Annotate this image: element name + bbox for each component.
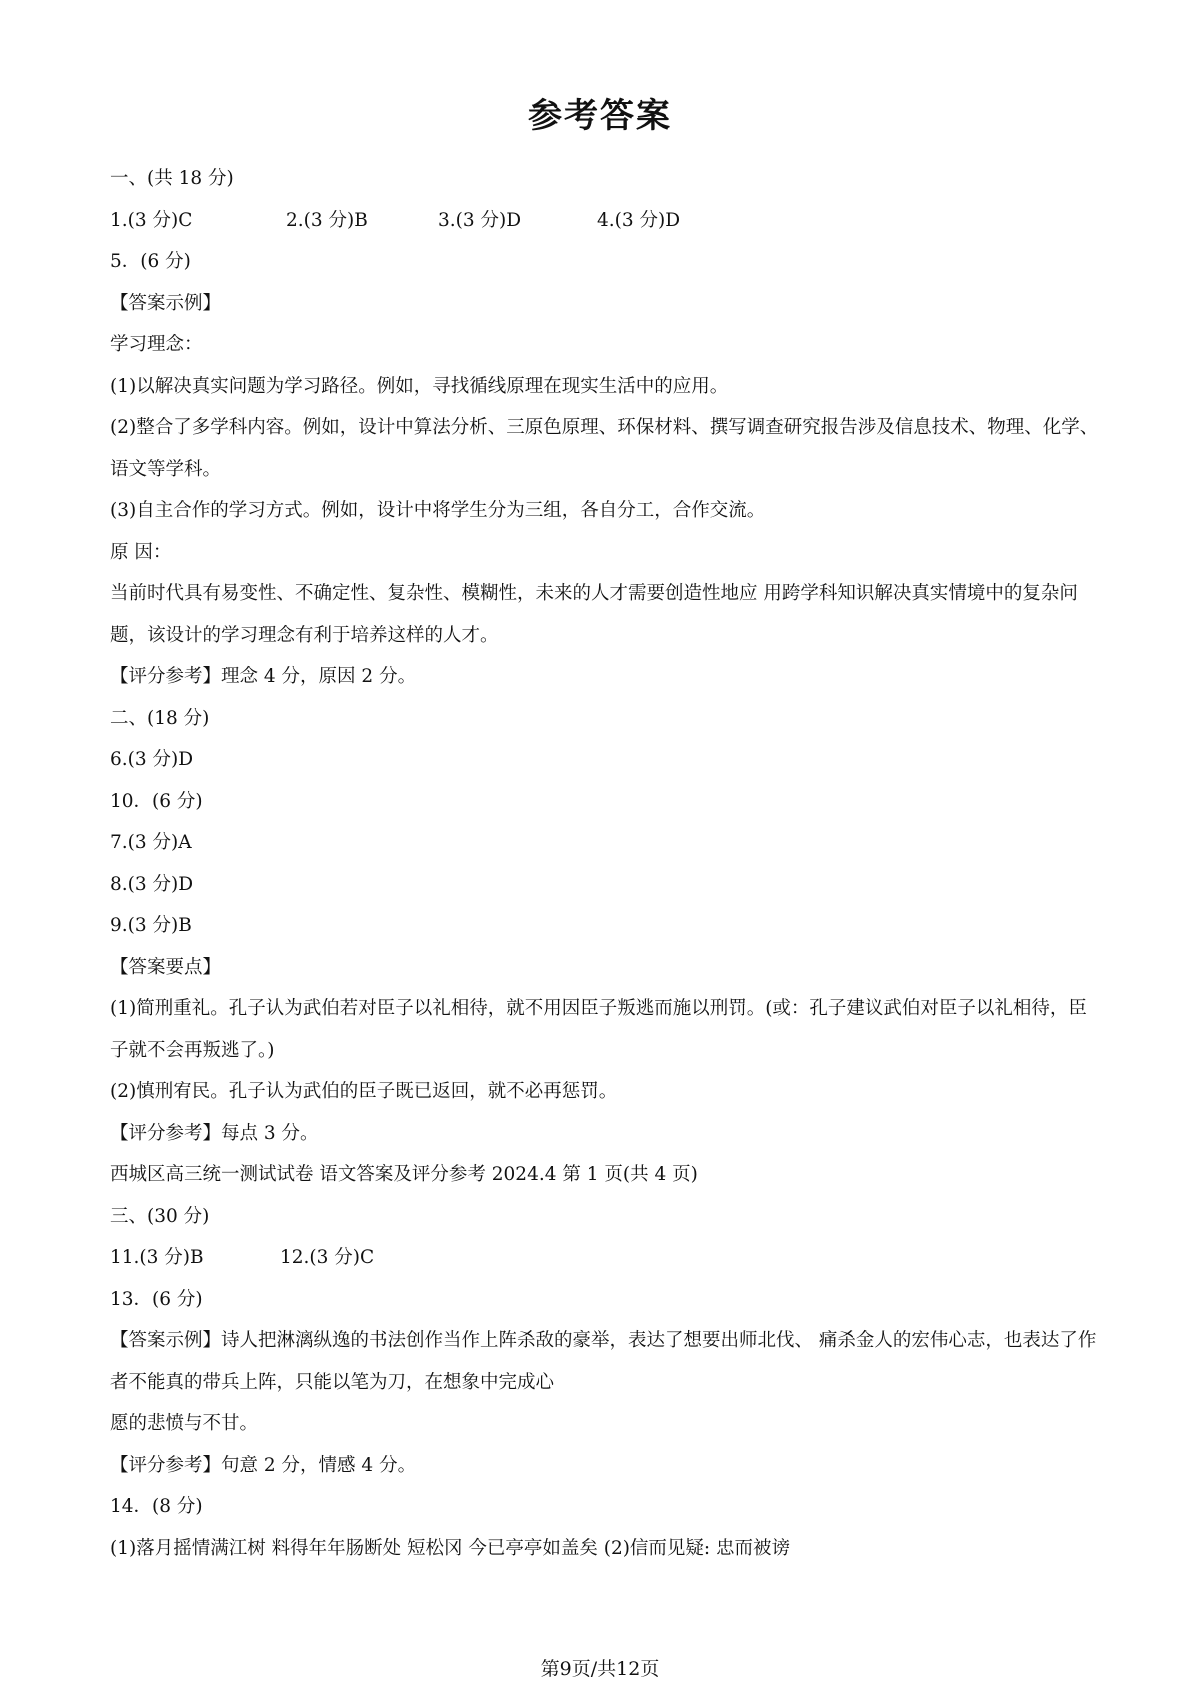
answer-item: 9.(3 分)B bbox=[110, 915, 192, 936]
scoring-reference: 【评分参考】理念 4 分，原因 2 分。 bbox=[110, 666, 417, 687]
question-label: 14．(8 分) bbox=[110, 1496, 203, 1517]
answer-item: 4.(3 分)D bbox=[597, 209, 681, 231]
answer-item: 3.(3 分)D bbox=[438, 209, 522, 231]
answer-row bbox=[110, 1237, 1100, 1279]
answer-paragraph: (1)落月摇情满江树 料得年年肠断处 短松冈 今已亭亭如盖矣 (2)信而见疑: 忠而被谤 bbox=[110, 1537, 791, 1559]
answer-item: 12.(3 分)C bbox=[280, 1247, 375, 1268]
concept-label: 学习理念： bbox=[110, 334, 203, 355]
question-label: 5．(6 分) bbox=[110, 251, 191, 272]
scoring-reference: 【评分参考】每点 3 分。 bbox=[110, 1122, 319, 1144]
question-label: 13．(6 分) bbox=[110, 1288, 203, 1310]
answer-example-tag: 【答案示例】 bbox=[110, 292, 222, 314]
answer-item: 1.(3 分)C bbox=[110, 209, 193, 231]
answer-paragraph: (3)自主合作的学习方式。例如，设计中将学生分为三组，各自分工，合作交流。 bbox=[110, 500, 766, 521]
section-heading: 三、(30 分) bbox=[110, 1205, 210, 1227]
running-header: 西城区高三统一测试试卷 语文答案及评分参考 2024.4 第 1 页(共 4 页) bbox=[110, 1164, 698, 1185]
answer-row bbox=[110, 200, 1100, 242]
answer-paragraph: 【答案示例】诗人把淋漓纵逸的书法创作当作上阵杀敌的豪举，表达了想要出师北伐、 痛杀金人的宏伟心志，也表达了作者不能真的带兵上阵，只能以笔为刀，在想象中完成心 bbox=[110, 1330, 1097, 1393]
answer-paragraph: (2)整合了多学科内容。例如，设计中算法分析、三原色原理、环保材料、撰写调查研究报告涉及信息技术、物理、化学、语文等学科。 bbox=[110, 417, 1099, 480]
page-title: 参考答案 bbox=[528, 96, 672, 136]
section-heading: 二、(18 分) bbox=[110, 707, 210, 729]
answer-paragraph: (1)简刑重礼。孔子认为武伯若对臣子以礼相待，就不用因臣子叛逃而施以刑罚。(或：孔子建议武伯对臣子以礼相待，臣子就不会再叛逃了。) bbox=[110, 998, 1087, 1061]
section-heading: 一、(共 18 分) bbox=[110, 168, 234, 189]
answer-paragraph: 愿的悲愤与不甘。 bbox=[110, 1413, 259, 1434]
answer-paragraph: (2)慎刑宥民。孔子认为武伯的臣子既已返回，就不必再惩罚。 bbox=[110, 1081, 618, 1102]
answer-paragraph: (1)以解决真实问题为学习路径。例如，寻找循线原理在现实生活中的应用。 bbox=[110, 375, 729, 397]
answer-item: 8.(3 分)D bbox=[110, 873, 194, 895]
reason-paragraph: 当前时代具有易变性、不确定性、复杂性、模糊性，未来的人才需要创造性地应 用跨学科知识解决真实情境中的复杂问题，该设计的学习理念有利于培养这样的人才。 bbox=[110, 583, 1078, 646]
answer-item: 11.(3 分)B bbox=[110, 1247, 204, 1268]
scoring-reference: 【评分参考】句意 2 分，情感 4 分。 bbox=[110, 1454, 417, 1476]
answer-item: 6.(3 分)D bbox=[110, 749, 194, 770]
page-indicator: 第9页/共12页 bbox=[540, 1658, 660, 1680]
answer-item: 2.(3 分)B bbox=[286, 209, 368, 231]
question-label: 10．(6 分) bbox=[110, 790, 203, 812]
answer-points-tag: 【答案要点】 bbox=[110, 956, 222, 978]
reason-label: 原 因： bbox=[110, 541, 172, 563]
answer-body bbox=[110, 158, 1100, 1569]
answer-item: 7.(3 分)A bbox=[110, 832, 192, 853]
